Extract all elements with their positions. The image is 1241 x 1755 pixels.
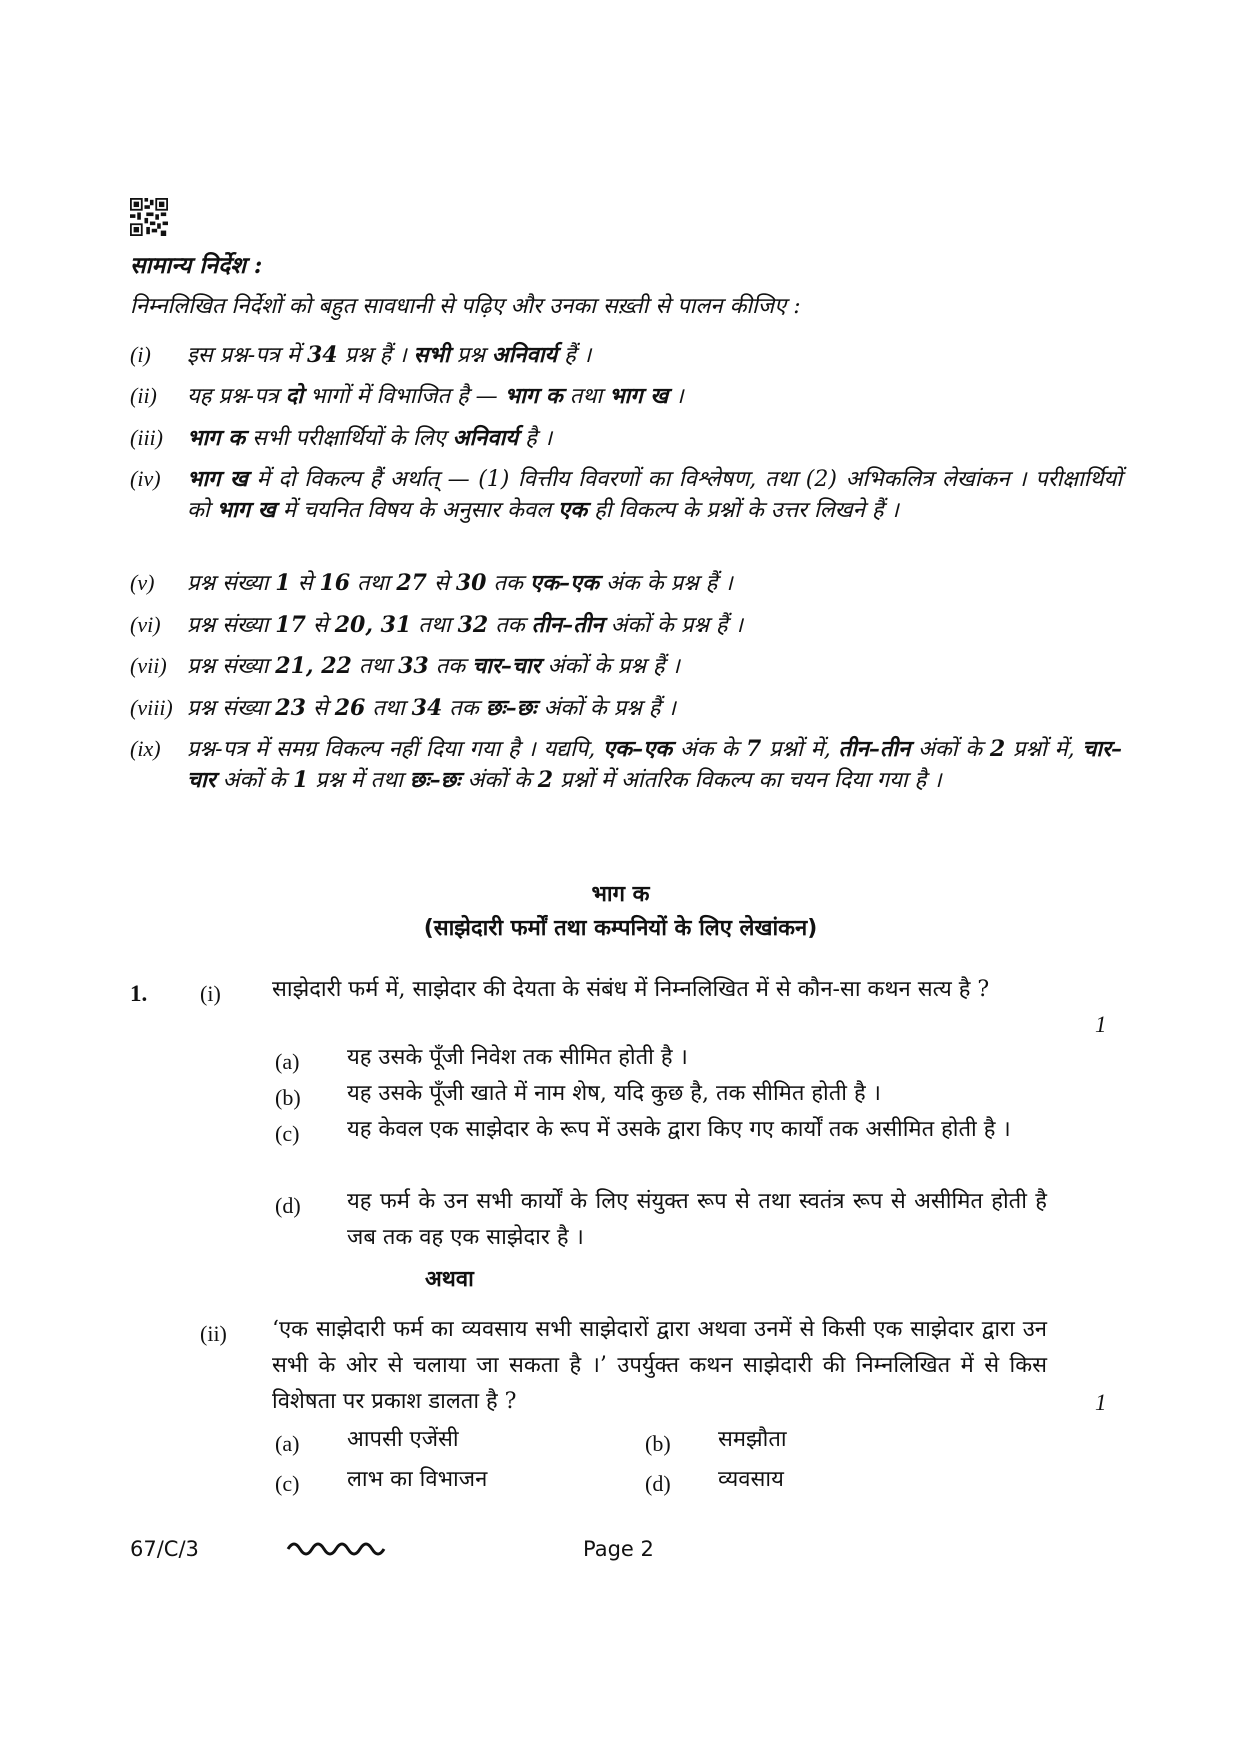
instruction-item bbox=[130, 423, 1122, 454]
instruction-item bbox=[130, 651, 1122, 682]
instruction-text: यह प्रश्न-पत्र दो भागों में विभाजित है — भाग क तथा भाग ख । bbox=[187, 383, 684, 409]
option-label: (a) bbox=[275, 1049, 300, 1074]
instruction-number: (ii) bbox=[130, 383, 157, 408]
option-label: (b) bbox=[275, 1085, 301, 1110]
option-label: (d) bbox=[645, 1471, 671, 1496]
instruction-item bbox=[130, 340, 1122, 371]
tilde-ornament-icon bbox=[286, 1537, 386, 1557]
instruction-text: इस प्रश्न-पत्र में 34 प्रश्न हैं । सभी प्रश्न अनिवार्य हैं । bbox=[187, 342, 592, 368]
instruction-number: (viii) bbox=[130, 695, 173, 720]
instruction-text: प्रश्न संख्या 23 से 26 तथा 34 तक छः–छः अंकों के प्रश्न हैं । bbox=[187, 695, 676, 721]
instruction-item bbox=[130, 734, 1122, 796]
or-label: अथवा bbox=[425, 1267, 474, 1292]
instruction-text: प्रश्न-पत्र में समग्र विकल्प नहीं दिया गया है । यद्यपि, एक–एक अंक के 7 प्रश्नों में, तीन–तीन अंकों के 2 प्रश्नों में, चार–चार अंकों के 1 प्रश्न में तथा छः–छः अंकों के 2 प्रश्नों में आंतरिक विकल्प का चयन दिया गया है । bbox=[187, 736, 1123, 793]
option-label: (a) bbox=[275, 1431, 300, 1456]
section-title: भाग क bbox=[591, 882, 650, 907]
instruction-number: (vi) bbox=[130, 612, 161, 637]
instruction-number: (ix) bbox=[130, 736, 161, 761]
instruction-text: भाग ख में दो विकल्प हैं अर्थात् — (1) वित्तीय विवरणों का विश्लेषण, तथा (2) अभिकलित्र लेखांकन । परीक्षार्थियों को भाग ख में चयनित विषय के अनुसार केवल एक ही विकल्प के प्रश्नों के उत्तर लिखने हैं । bbox=[187, 466, 1122, 523]
option-text: लाभ का विभाजन bbox=[347, 1467, 488, 1492]
option-text: समझौता bbox=[718, 1427, 787, 1452]
option-text: आपसी एजेंसी bbox=[347, 1427, 459, 1452]
instruction-text: प्रश्न संख्या 17 से 20, 31 तथा 32 तक तीन–तीन अंकों के प्रश्न हैं । bbox=[187, 612, 743, 638]
instruction-item bbox=[130, 464, 1122, 526]
paper-code: 67/C/3 bbox=[130, 1537, 199, 1561]
option-text: यह उसके पूँजी निवेश तक सीमित होती है । bbox=[347, 1045, 688, 1070]
qr-code-icon bbox=[130, 198, 168, 236]
instruction-item bbox=[130, 693, 1122, 724]
option-label: (c) bbox=[275, 1471, 300, 1496]
instruction-number: (i) bbox=[130, 342, 151, 367]
instruction-text: प्रश्न संख्या 1 से 16 तथा 27 से 30 तक एक–एक अंक के प्रश्न हैं । bbox=[187, 570, 733, 596]
page-number: Page 2 bbox=[583, 1537, 654, 1561]
instruction-number: (vii) bbox=[130, 653, 167, 678]
instruction-text: प्रश्न संख्या 21, 22 तथा 33 तक चार–चार अंकों के प्रश्न हैं । bbox=[187, 653, 680, 679]
instruction-number: (v) bbox=[130, 570, 155, 595]
instruction-number: (iii) bbox=[130, 425, 163, 450]
instruction-item bbox=[130, 381, 1122, 412]
instruction-item bbox=[130, 610, 1122, 641]
part-i-label: (i) bbox=[200, 981, 221, 1006]
part-ii-marks: 1 bbox=[1095, 1390, 1107, 1415]
instruction-text: भाग क सभी परीक्षार्थियों के लिए अनिवार्य है । bbox=[187, 425, 553, 451]
part-ii-question-text: ‘एक साझेदारी फर्म का व्यवसाय सभी साझेदारों द्वारा अथवा उनमें से किसी एक साझेदार द्वारा उन सभी के ओर से चलाया जा सकता है ।’ उपर्युक्त कथन साझेदारी की निम्नलिखित में से किस विशेषता पर प्रकाश डालता है ? bbox=[272, 1317, 1047, 1414]
option-text: यह फर्म के उन सभी कार्यों के लिए संयुक्त रूप से तथा स्वतंत्र रूप से असीमित होती है जब तक वह एक साझेदार है । bbox=[347, 1189, 1047, 1250]
option-text: यह केवल एक साझेदार के रूप में उसके द्वारा किए गए कार्यों तक असीमित होती है । bbox=[347, 1117, 1011, 1142]
option-label: (b) bbox=[645, 1431, 671, 1456]
part-i-marks: 1 bbox=[1095, 1012, 1107, 1037]
option-label: (d) bbox=[275, 1193, 301, 1218]
option-text: व्यवसाय bbox=[718, 1467, 784, 1492]
part-i-question-text: साझेदारी फर्म में, साझेदार की देयता के संबंध में निम्नलिखित में से कौन-सा कथन सत्य है ? bbox=[272, 977, 990, 1002]
option-text: यह उसके पूँजी खाते में नाम शेष, यदि कुछ है, तक सीमित होती है । bbox=[347, 1081, 881, 1106]
instruction-number: (iv) bbox=[130, 466, 161, 491]
part-ii-label: (ii) bbox=[200, 1321, 227, 1346]
option-label: (c) bbox=[275, 1121, 300, 1146]
question-number: 1. bbox=[130, 981, 148, 1006]
general-instructions-intro: निम्नलिखित निर्देशों को बहुत सावधानी से पढ़िए और उनका सख़्ती से पालन कीजिए : bbox=[130, 294, 801, 319]
general-instructions-title: सामान्य निर्देश : bbox=[130, 252, 263, 279]
section-subtitle: (साझेदारी फर्मों तथा कम्पनियों के लिए लेखांकन) bbox=[423, 916, 818, 941]
instruction-item bbox=[130, 568, 1122, 599]
